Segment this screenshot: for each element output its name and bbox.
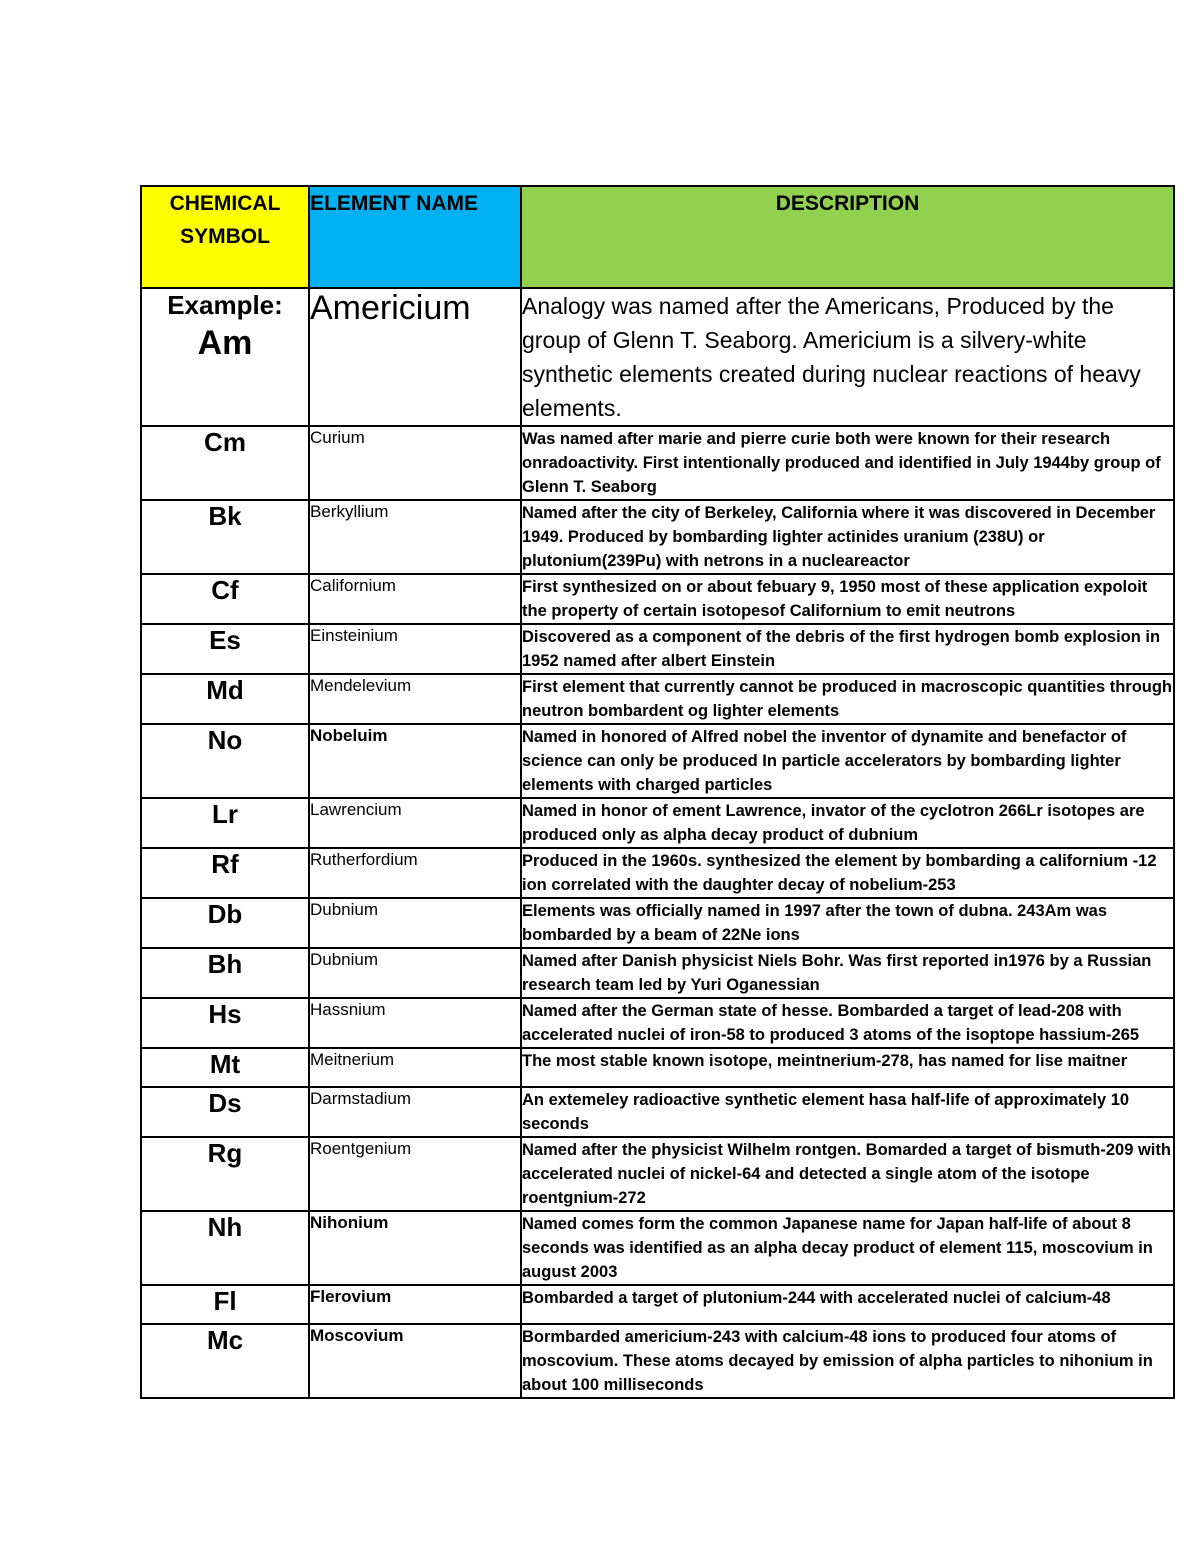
- header-row: [141, 186, 1174, 288]
- element-row: [141, 1087, 1174, 1137]
- element-name: Lawrencium: [309, 798, 521, 848]
- element-description: First element that currently cannot be produced in macroscopic quantities through neutron bombardent og lighter elements: [521, 674, 1174, 724]
- element-row: [141, 848, 1174, 898]
- element-description: Bombarded a target of plutonium-244 with accelerated nuclei of calcium-48: [521, 1285, 1174, 1324]
- element-symbol: Fl: [141, 1285, 309, 1324]
- element-row: [141, 1137, 1174, 1211]
- element-name: Darmstadium: [309, 1087, 521, 1137]
- element-row: [141, 574, 1174, 624]
- element-name: Berkyllium: [309, 500, 521, 574]
- element-name: Moscovium: [309, 1324, 521, 1398]
- element-symbol: Cf: [141, 574, 309, 624]
- example-description: Analogy was named after the Americans, Produced by the group of Glenn T. Seaborg. Americium is a silvery-white synthetic elements created during nuclear reactions of heavy elements.: [521, 288, 1174, 426]
- element-description: An extemeley radioactive synthetic element hasa half-life of approximately 10 seconds: [521, 1087, 1174, 1137]
- element-symbol: Cm: [141, 426, 309, 500]
- example-symbol: Am: [197, 324, 253, 362]
- element-symbol: Ds: [141, 1087, 309, 1137]
- element-symbol: No: [141, 724, 309, 798]
- element-name: Dubnium: [309, 948, 521, 998]
- element-symbol: Hs: [141, 998, 309, 1048]
- element-row: [141, 898, 1174, 948]
- element-description: First synthesized on or about febuary 9, 1950 most of these application expoloit the property of certain isotopesof Californium to emit neutrons: [521, 574, 1174, 624]
- element-symbol: Mc: [141, 1324, 309, 1398]
- element-description: Elements was officially named in 1997 after the town of dubna. 243Am was bombarded by a beam of 22Ne ions: [521, 898, 1174, 948]
- element-symbol: Md: [141, 674, 309, 724]
- element-symbol: Mt: [141, 1048, 309, 1087]
- element-description: Named after the German state of hesse. Bombarded a target of lead-208 with accelerated nuclei of iron-58 to produced 3 atoms of the isoptope hassium-265: [521, 998, 1174, 1048]
- element-row: [141, 1285, 1174, 1324]
- element-name: Mendelevium: [309, 674, 521, 724]
- element-row: [141, 1048, 1174, 1087]
- element-symbol: Bh: [141, 948, 309, 998]
- element-description: Discovered as a component of the debris of the first hydrogen bomb explosion in 1952 named after albert Einstein: [521, 624, 1174, 674]
- element-name: Flerovium: [309, 1285, 521, 1324]
- element-row: [141, 1211, 1174, 1285]
- element-description: Produced in the 1960s. synthesized the element by bombarding a californium -12 ion correlated with the daughter decay of nobelium-253: [521, 848, 1174, 898]
- elements-table: [140, 185, 1175, 1399]
- element-name: Meitnerium: [309, 1048, 521, 1087]
- element-row: [141, 500, 1174, 574]
- element-name: Curium: [309, 426, 521, 500]
- element-description: Was named after marie and pierre curie both were known for their research onradoactivity. First intentionally produced and identified in July 1944by group of Glenn T. Seaborg: [521, 426, 1174, 500]
- element-description: Bormbarded americium-243 with calcium-48 ions to produced four atoms of moscovium. These atoms decayed by emission of alpha particles to nihonium in about 100 milliseconds: [521, 1324, 1174, 1398]
- header-chemical-symbol: CHEMICAL SYMBOL: [141, 186, 309, 288]
- example-name: Americium: [309, 288, 521, 426]
- element-name: Nobeluim: [309, 724, 521, 798]
- element-row: [141, 724, 1174, 798]
- element-name: Einsteinium: [309, 624, 521, 674]
- element-symbol: Es: [141, 624, 309, 674]
- element-description: Named after Danish physicist Niels Bohr. Was first reported in1976 by a Russian research team led by Yuri Oganessian: [521, 948, 1174, 998]
- element-name: Rutherfordium: [309, 848, 521, 898]
- element-symbol: Nh: [141, 1211, 309, 1285]
- header-description: DESCRIPTION: [521, 186, 1174, 288]
- element-description: The most stable known isotope, meintnerium-278, has named for lise maitner: [521, 1048, 1174, 1087]
- element-row: [141, 1324, 1174, 1398]
- element-name: Dubnium: [309, 898, 521, 948]
- header-element-name: ELEMENT NAME: [309, 186, 521, 288]
- element-symbol: Db: [141, 898, 309, 948]
- example-label: Example:: [167, 290, 283, 320]
- element-name: Californium: [309, 574, 521, 624]
- element-row: [141, 948, 1174, 998]
- element-description: Named in honored of Alfred nobel the inventor of dynamite and benefactor of science can only be produced In particle accelerators by bombarding lighter elements with charged particles: [521, 724, 1174, 798]
- element-row: [141, 624, 1174, 674]
- example-row: [141, 288, 1174, 426]
- element-row: [141, 426, 1174, 500]
- element-description: Named in honor of ement Lawrence, invator of the cyclotron 266Lr isotopes are produced only as alpha decay product of dubnium: [521, 798, 1174, 848]
- element-name: Hassnium: [309, 998, 521, 1048]
- element-row: [141, 798, 1174, 848]
- element-description: Named comes form the common Japanese name for Japan half-life of about 8 seconds was identified as an alpha decay product of element 115, moscovium in august 2003: [521, 1211, 1174, 1285]
- element-description: Named after the city of Berkeley, California where it was discovered in December 1949. Produced by bombarding lighter actinides uranium (238U) or plutonium(239Pu) with netrons in a nucleareactor: [521, 500, 1174, 574]
- element-name: Nihonium: [309, 1211, 521, 1285]
- element-name: Roentgenium: [309, 1137, 521, 1211]
- example-symbol-cell: [141, 288, 309, 426]
- element-row: [141, 674, 1174, 724]
- element-symbol: Rg: [141, 1137, 309, 1211]
- element-description: Named after the physicist Wilhelm rontgen. Bomarded a target of bismuth-209 with accelerated nuclei of nickel-64 and detected a single atom of the isotope roentgnium-272: [521, 1137, 1174, 1211]
- element-symbol: Bk: [141, 500, 309, 574]
- element-symbol: Rf: [141, 848, 309, 898]
- element-symbol: Lr: [141, 798, 309, 848]
- element-row: [141, 998, 1174, 1048]
